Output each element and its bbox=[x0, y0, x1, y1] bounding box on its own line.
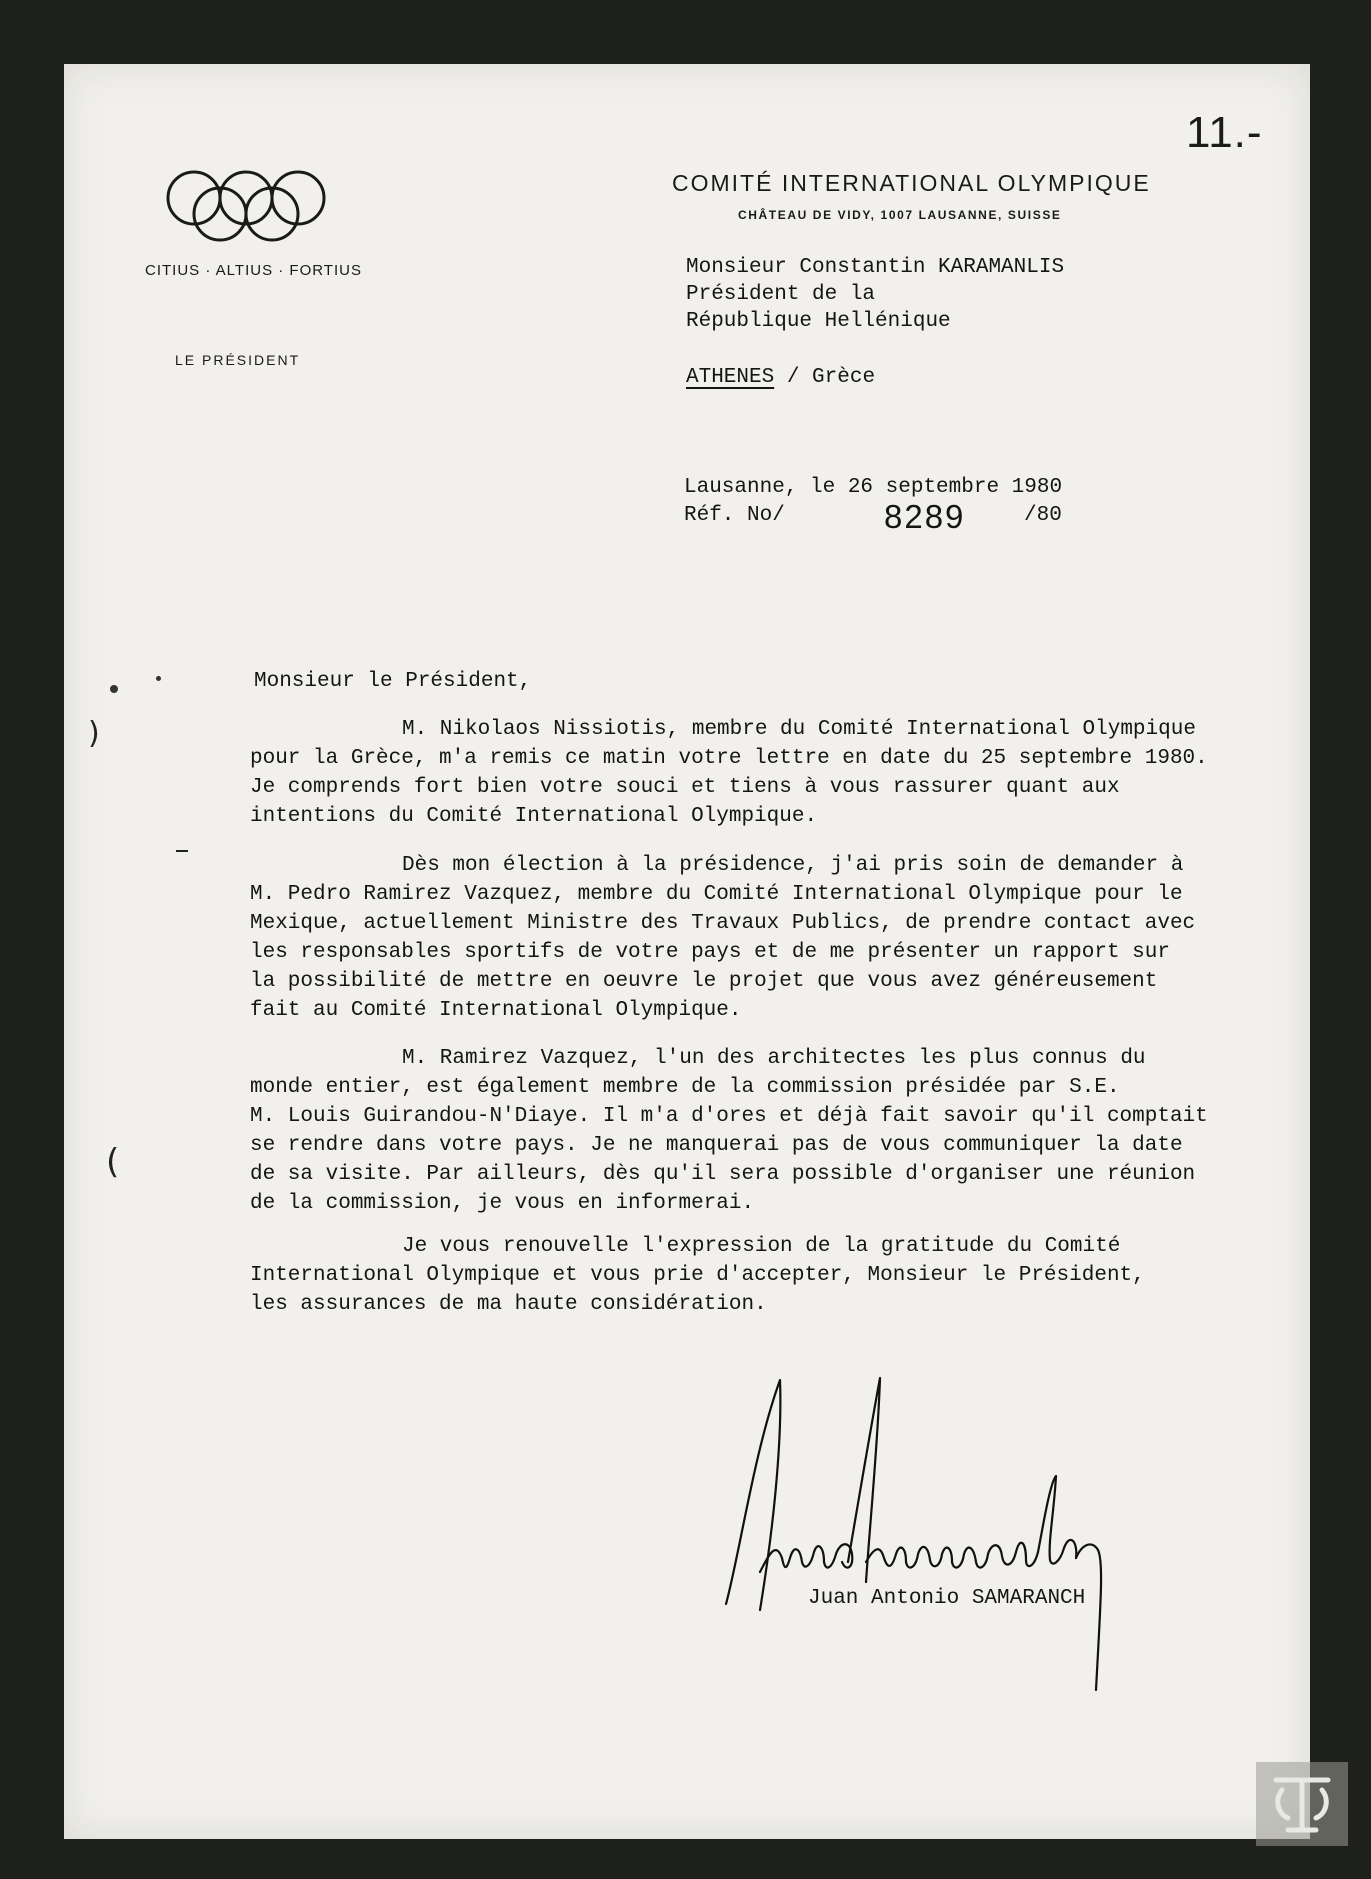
paragraph-line: les responsables sportifs de votre pays et de me présenter un rapport sur bbox=[250, 941, 1170, 964]
recipient-title-line1: Président de la bbox=[686, 283, 876, 306]
paragraph-line: monde entier, est également membre de la commission présidée par S.E. bbox=[250, 1076, 1120, 1099]
paragraph-line: fait au Comité International Olympique. bbox=[250, 999, 742, 1022]
handwritten-signature bbox=[720, 1372, 1160, 1692]
paragraph-line: Je vous renouvelle l'expression de la gratitude du Comité bbox=[402, 1235, 1121, 1258]
paragraph-line: pour la Grèce, m'a remis ce matin votre lettre en date du 25 septembre 1980. bbox=[250, 747, 1208, 770]
paragraph-1 bbox=[250, 715, 1250, 831]
paragraph-line: les assurances de ma haute considération. bbox=[250, 1293, 767, 1316]
paragraph-4 bbox=[250, 1232, 1250, 1319]
recipient-city-line bbox=[686, 366, 875, 389]
signer-name: Juan Antonio SAMARANCH bbox=[808, 1587, 1086, 1610]
paragraph-line: M. Louis Guirandou-N'Diaye. Il m'a d'ores et déjà fait savoir qu'il comptait bbox=[250, 1105, 1208, 1128]
salutation: Monsieur le Président, bbox=[254, 670, 532, 693]
reference-label: Réf. No/ bbox=[684, 504, 785, 527]
president-label: LE PRÉSIDENT bbox=[175, 352, 301, 368]
paragraph-line: de sa visite. Par ailleurs, dès qu'il sera possible d'organiser une réunion bbox=[250, 1163, 1196, 1186]
ink-speck bbox=[110, 685, 118, 693]
recipient-city: ATHENES bbox=[686, 366, 775, 389]
reference-year: /80 bbox=[1024, 504, 1062, 527]
paragraph-line: Dès mon élection à la présidence, j'ai pris soin de demander à bbox=[402, 854, 1184, 877]
recipient-country: / Grèce bbox=[786, 366, 876, 389]
paragraph-line: la possibilité de mettre en oeuvre le projet que vous avez généreusement bbox=[250, 970, 1158, 993]
paragraph-2 bbox=[250, 851, 1250, 1025]
paragraph-line: M. Nikolaos Nissiotis, membre du Comité International Olympique bbox=[402, 718, 1196, 741]
margin-mark bbox=[176, 850, 188, 852]
paragraph-line: M. Ramirez Vazquez, l'un des architectes les plus connus du bbox=[402, 1047, 1146, 1070]
date-line: Lausanne, le 26 septembre 1980 bbox=[684, 476, 1063, 499]
page-number: 11.- bbox=[1186, 108, 1263, 157]
margin-mark: ) bbox=[88, 716, 100, 751]
paragraph-line: intentions du Comité International Olympique. bbox=[250, 805, 818, 828]
paragraph-line: Mexique, actuellement Ministre des Travaux Publics, de prendre contact avec bbox=[250, 912, 1196, 935]
reference-number: 8289 bbox=[884, 498, 966, 535]
recipient-name: Monsieur Constantin KARAMANLIS bbox=[686, 256, 1065, 279]
paragraph-line: de la commission, je vous en informerai. bbox=[250, 1192, 755, 1215]
paragraph-line: Je comprends fort bien votre souci et tiens à vous rassurer quant aux bbox=[250, 776, 1120, 799]
organization-name: COMITÉ INTERNATIONAL OLYMPIQUE bbox=[672, 170, 1151, 196]
paragraph-line: International Olympique et vous prie d'accepter, Monsieur le Président, bbox=[250, 1264, 1145, 1287]
reference-line bbox=[684, 498, 1074, 544]
margin-mark: ( bbox=[106, 1142, 120, 1182]
paragraph-line: se rendre dans votre pays. Je ne manquerai pas de vous communiquer la date bbox=[250, 1134, 1183, 1157]
olympic-motto: CITIUS · ALTIUS · FORTIUS bbox=[145, 262, 362, 279]
recipient-title-line2: République Hellénique bbox=[686, 310, 951, 333]
olympic-rings-logo bbox=[160, 168, 360, 248]
paragraph-3 bbox=[250, 1044, 1250, 1218]
archive-watermark-logo bbox=[1254, 1760, 1350, 1848]
organization-address: CHÂTEAU DE VIDY, 1007 LAUSANNE, SUISSE bbox=[738, 208, 1062, 222]
ink-speck bbox=[156, 676, 161, 681]
paragraph-line: M. Pedro Ramirez Vazquez, membre du Comité International Olympique pour le bbox=[250, 883, 1183, 906]
